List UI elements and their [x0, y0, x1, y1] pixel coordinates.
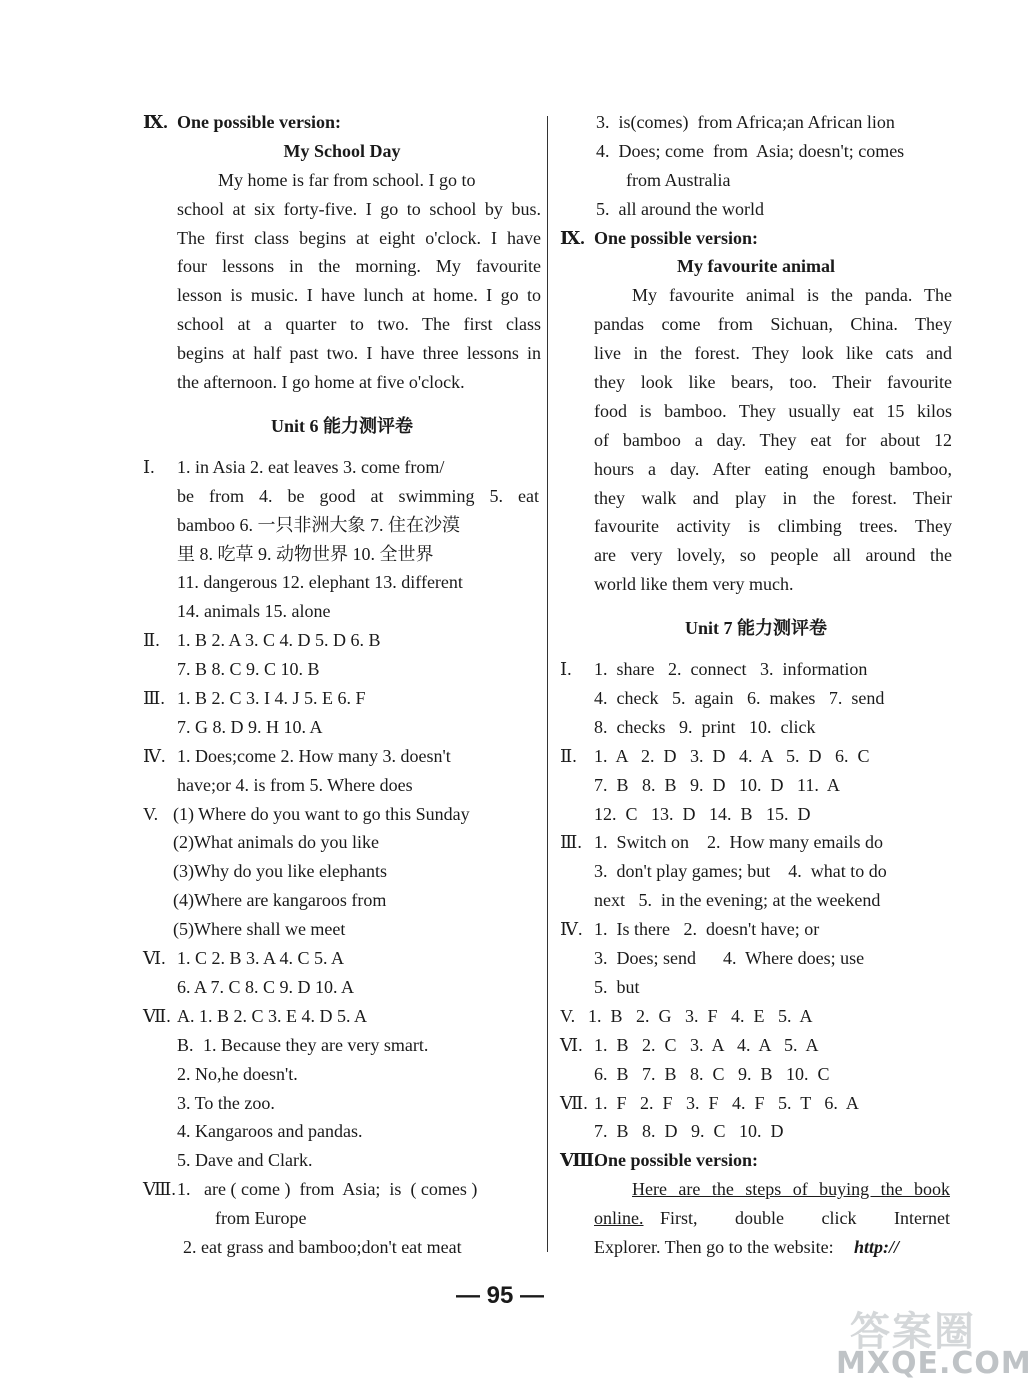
unit7-section-2: Ⅱ. 1. A 2. D 3. D 4. A 5. D 6. C: [560, 745, 870, 766]
essay-title-right: My favourite animal: [677, 256, 835, 277]
section-heading: One possible version:: [177, 112, 342, 132]
unit-6-title: Unit 6 能力测评卷: [270, 415, 413, 436]
unit6-section-6: Ⅵ. 1. C 2. B 3. A 4. C 5. A: [143, 948, 345, 969]
left-column: Ⅸ. One possible version: My School Day My home is far from school. I go to school at six forty-five. I go to school by bus. The first class begins at eight o'clock. I have four lessons in the morning. My favourite lesson is music. I have lunch at home. I go to school at a quarter to two. The first class begins at half past two. I have three lessons in the afternoon. I go home at five o'clock. Unit 6 能力测评卷 Ⅰ. 1. in Asia 2. eat leaves 3. come from/ be from 4. be good at swimming 5. eat bamboo 6. 一只非洲大象 7. 住在沙漠 里 8. 吃草 9. 动物世界 10. 全世界 11. dangerous 12. elephant 13. different 14. animals 15. alone Ⅱ. 1. B 2. A 3. C 4. D 5. D 6. B 7. B 8. C 9. C 10. B Ⅲ. 1. B 2. C 3. I 4. J 5. E 6. F 7. G 8. D 9. H 10. A Ⅳ. 1. Does;come 2. How many 3. doesn't have;or 4. is from 5. Where does V. (1) Where do you want to go this Sunday (2)What animals do you like (3)Why do you like elephants (4)Where are kangaroos from (5)Where shall we meet Ⅵ. 1. C 2. B 3. A 4. C 5. A 6. A 7. C 8. C 9. D 10. A Ⅶ. A. 1. B 2. C 3. E 4. D 5. A B. 1. Because they are very smart. 2. No,he doesn't. 3. To the zoo. 4. Kangaroos and pandas. 5. Dave and Clark. Ⅷ. 1. are ( come ) from Asia; is ( comes ) from Europe 2. eat grass and bamboo;don't eat meat: [143, 108, 541, 1262]
essay-line: My home is far from school. I go to: [218, 169, 476, 190]
right-column: 3. is(comes) from Africa;an African lion 4. Does; come from Asia; doesn't; comes from Australia 5. all around the world Ⅸ. One possible version: My favourite animal My favourite animal is the panda. The pandas come from Sichuan, China. They live in the forest. They look like cats and they look like bears, too. Their favourite food is bamboo. They usually eat 15 kilos of bamboo a day. They eat for about 12 hours a day. After eating enough bamboo, they walk and play in the forest. Their favourite activity is climbing trees. They are very lovely, so people all around the world like them very much. Unit 7 能力测评卷 Ⅰ. 1. share 2. connect 3. information 4. check 5. again 6. makes 7. send 8. checks 9. print 10. click Ⅱ. 1. A 2. D 3. D 4. A 5. D 6. C 7. B 8. B 9. D 10. D 11. A 12. C 13. D 14. B 15. D Ⅲ. 1. Switch on 2. How many emails do 3. don't play games; but 4. what to do next 5. in the evening; at the weekend Ⅳ. 1. Is there 2. doesn't have; or 3. Does; send 4. Where does; use 5. but V. 1. B 2. G 3. F 4. E 5. A Ⅵ. 1. B 2. C 3. A 4. A 5. A 6. B 7. B 8. C 9. B 10. C Ⅶ. 1. F 2. F 3. F 4. F 5. T 6. A 7. B 8. D 9. C 10. D Ⅷ. One possible version: Here are the steps of buying the book online. First, double click Internet Explorer. Then go to the website: http://: [560, 112, 952, 1257]
essay-line: school at six forty-five. I go to school by bus.: [177, 198, 541, 219]
unit7-section-8: Ⅷ. One possible version:: [560, 1150, 759, 1171]
unit7-section-5: V. 1. B 2. G 3. F 4. E 5. A: [560, 1005, 813, 1026]
page-number: — 95 —: [455, 1282, 545, 1309]
unit7-section-7: Ⅶ. 1. F 2. F 3. F 4. F 5. T 6. A: [560, 1092, 859, 1113]
unit7-section-6: Ⅵ. 1. B 2. C 3. A 4. A 5. A: [560, 1034, 819, 1055]
unit6-section-7: Ⅶ. A. 1. B 2. C 3. E 4. D 5. A: [143, 1005, 368, 1026]
unit7-section-4: Ⅳ. 1. Is there 2. doesn't have; or: [560, 919, 820, 940]
watermark-logo: 答案圈: [850, 1309, 976, 1355]
essay-line: the afternoon. I go home at five o'clock.: [177, 372, 465, 393]
watermark-text: MXQE.COM: [836, 1346, 1032, 1381]
unit7-section-1: Ⅰ. 1. share 2. connect 3. information: [560, 659, 868, 680]
column-divider: [547, 116, 548, 1252]
unit6-section-2: Ⅱ. 1. B 2. A 3. C 4. D 5. D 6. B: [143, 630, 381, 651]
section-label: Ⅸ.: [143, 112, 168, 132]
section-9-heading-right: Ⅸ. One possible version:: [560, 227, 759, 248]
essay-line: school at a quarter to two. The first class: [177, 314, 541, 335]
unit6-section-8: Ⅷ. 1. are ( come ) from Asia; is ( comes ): [143, 1179, 478, 1200]
essay-line: The first class begins at eight o'clock. I have: [177, 227, 541, 248]
section-9-heading: [143, 108, 541, 137]
essay-title: My School Day: [283, 140, 401, 161]
unit6-section-3: Ⅲ. 1. B 2. C 3. I 4. J 5. E 6. F: [143, 688, 366, 709]
unit6-section-5: V. (1) Where do you want to go this Sunday: [143, 803, 470, 824]
unit-7-title: Unit 7 能力测评卷: [684, 618, 827, 639]
essay-line: begins at half past two. I have three lessons in: [177, 343, 541, 364]
unit6-section-1: Ⅰ. 1. in Asia 2. eat leaves 3. come from/: [143, 456, 445, 477]
essay-line: lesson is music. I have lunch at home. I go to: [177, 285, 541, 306]
essay-line: four lessons in the morning. My favourite: [177, 256, 541, 277]
unit6-section-4: Ⅳ. 1. Does;come 2. How many 3. doesn't: [143, 745, 451, 766]
unit7-section-3: Ⅲ. 1. Switch on 2. How many emails do: [560, 832, 883, 853]
